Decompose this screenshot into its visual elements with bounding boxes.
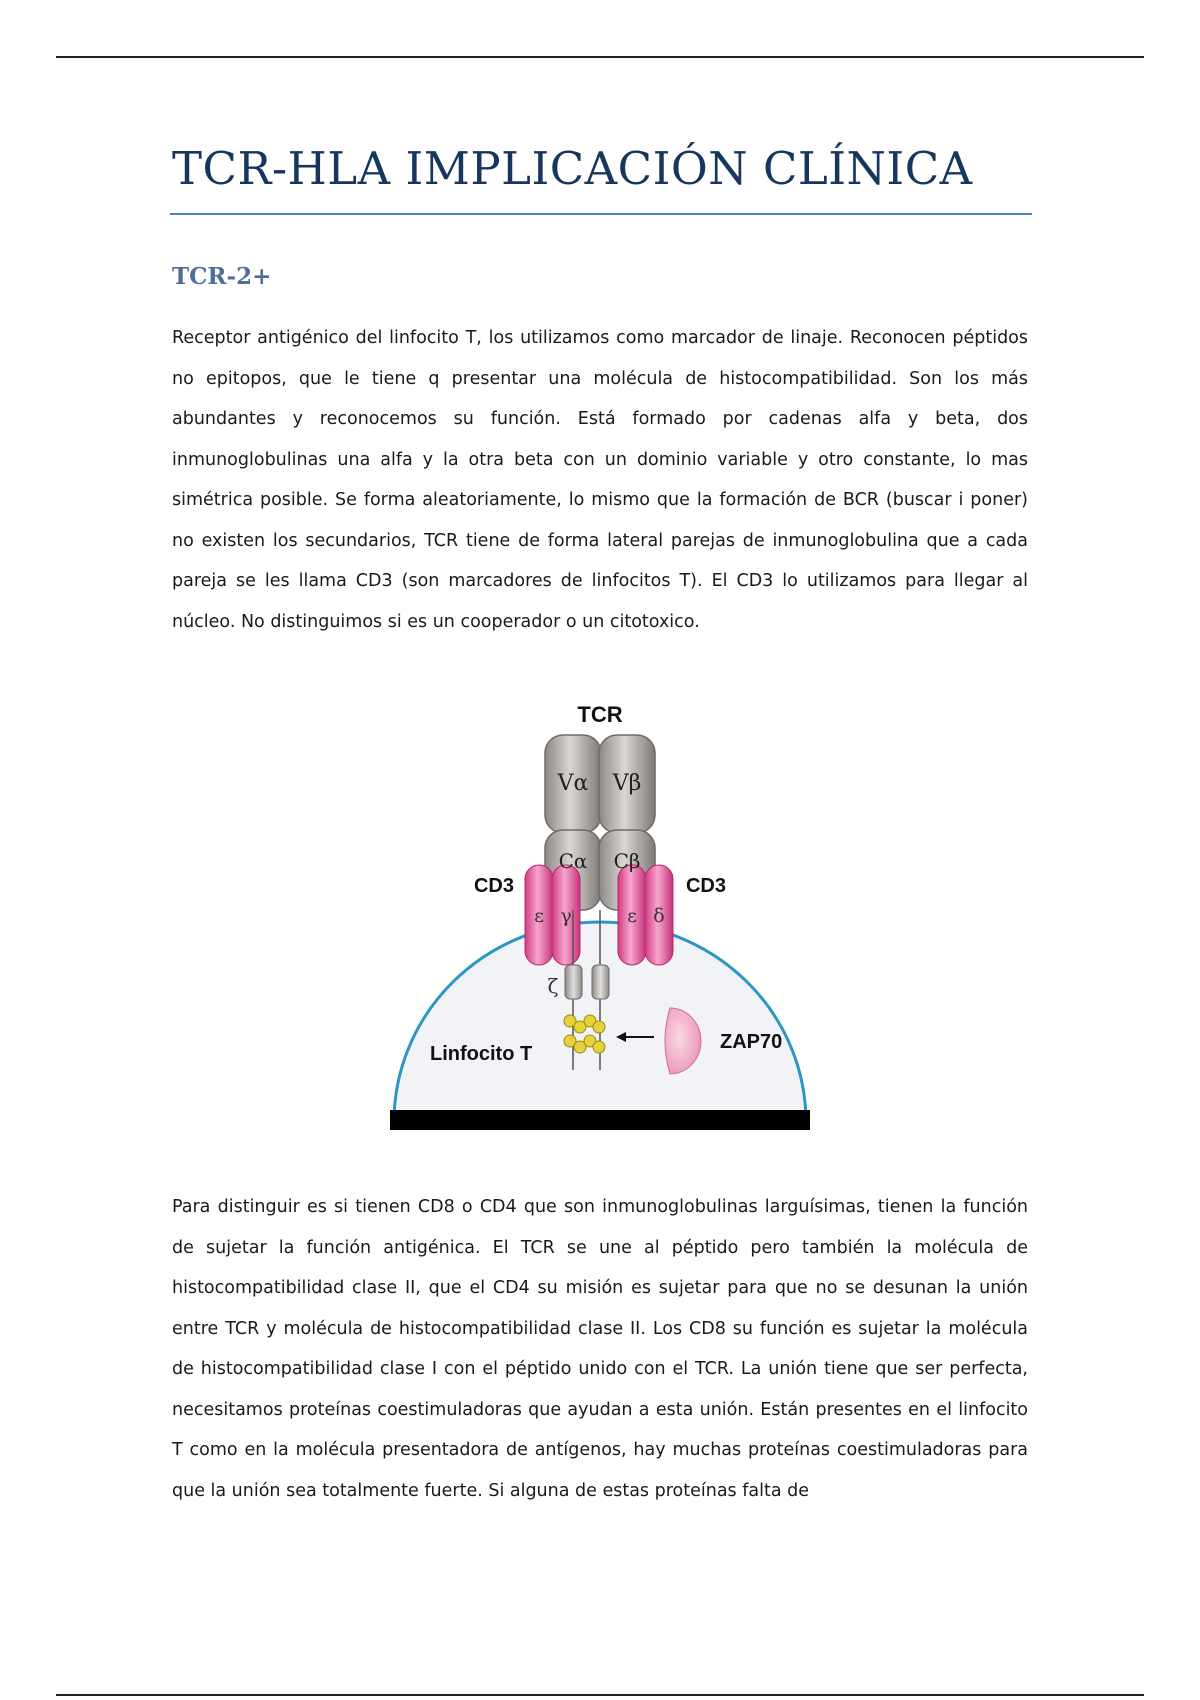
cell-label: Linfocito T xyxy=(430,1043,533,1065)
cell-base-bar xyxy=(390,1110,810,1130)
v-beta-label: Vβ xyxy=(612,771,642,796)
tcr-label: TCR xyxy=(577,702,623,727)
paragraph-coreceptors: Para distinguir es si tienen CD8 o CD4 que son inmunoglobulinas larguísimas, tienen la función de sujetar la función antigénica. El TCR se une al péptido pero también la molécula de histocompatibilidad clase II, que el CD4 su misión es sujetar para que no se desunan la unión entre TCR y molécula de histocompatibilidad clase II. Los CD8 su función es sujetar la molécula de histocompatibilidad clase I con el péptido unido con el TCR. La unión tiene que ser perfecta, necesitamos proteínas coestimuladoras que ayudan a esta unión. Están presentes en el linfocito T como en la molécula presentadora de antígenos, hay muchas proteínas coestimuladoras para que la unión sea totalmente fuerte. Si alguna de estas proteínas falta de xyxy=(172,1197,1028,1501)
page-top-rule xyxy=(56,56,1144,58)
delta-label: δ xyxy=(653,905,665,927)
cd3-left-label: CD3 xyxy=(473,875,515,897)
gamma-label: γ xyxy=(560,905,572,927)
paragraph-intro: Receptor antigénico del linfocito T, los utilizamos como marcador de linaje. Reconocen péptidos no epitopos, que le tiene q presentar una molécula de histocompatibilidad. Son los más abundantes y reconocemos su función. Está formado por cadenas alfa y beta, dos inmunoglobulinas una alfa y la otra beta con un dominio variable y otro constante, lo mas simétrica posible. Se forma aleatoriamente, lo mismo que la formación de BCR (buscar i poner) no existen los secundarios, TCR tiene de forma lateral parejas de inmunoglobulina que a cada pareja se les llama CD3 (son marcadores de linfocitos T). El CD3 lo utilizamos para llegar al núcleo. No distinguimos si es un cooperador o un citotoxico. xyxy=(172,328,1028,632)
epsilon-right-label: ε xyxy=(627,905,637,927)
page-title: TCR-HLA IMPLICACIÓN CLÍNICA xyxy=(172,142,973,195)
section-heading: TCR-2+ xyxy=(172,263,272,290)
zeta-label: ζ xyxy=(547,974,559,998)
zeta-tail-left xyxy=(565,965,582,999)
v-alpha-label: Vα xyxy=(557,771,589,796)
epsilon-left-label: ε xyxy=(534,905,544,927)
cd3-right-label: CD3 xyxy=(685,875,727,897)
zap70-label: ZAP70 xyxy=(720,1031,783,1053)
title-underline xyxy=(170,213,1032,215)
tcr-complex-diagram xyxy=(390,690,810,1130)
c-alpha-label: Cα xyxy=(558,849,588,873)
page-bottom-rule xyxy=(56,1694,1144,1696)
zeta-tail-right xyxy=(592,965,609,999)
c-beta-label: Cβ xyxy=(613,849,641,873)
